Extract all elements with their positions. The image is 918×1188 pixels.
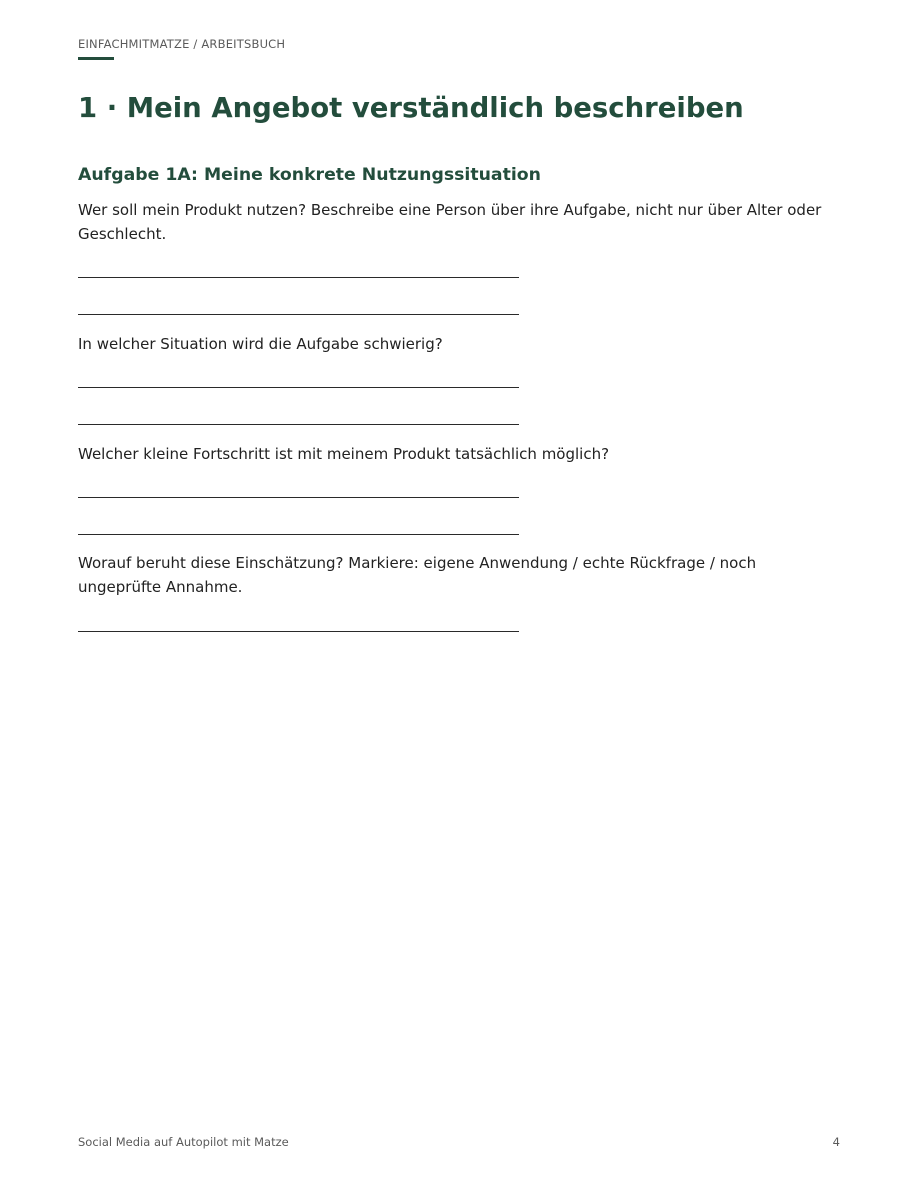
page-title: 1 · Mein Angebot verständlich beschreiben [78,92,744,124]
question-4: Worauf beruht diese Einschätzung? Markiere: eigene Anwendung / echte Rückfrage / noch ungeprüfte Annahme. [78,554,757,596]
answer-line-3a[interactable] [78,497,519,498]
answer-line-2a[interactable] [78,387,519,388]
answer-line-4a[interactable] [78,631,519,632]
header-accent-rule [78,57,114,60]
question-2: In welcher Situation wird die Aufgabe schwierig? [78,335,443,353]
question-1: Wer soll mein Produkt nutzen? Beschreibe eine Person über ihre Aufgabe, nicht nur über Alter oder Geschlecht. [78,201,822,243]
footer-title: Social Media auf Autopilot mit Matze [78,1135,289,1149]
task-heading: Aufgabe 1A: Meine konkrete Nutzungssituation [78,165,541,185]
answer-line-3b[interactable] [78,534,519,535]
page-number: 4 [832,1135,840,1149]
answer-line-1b[interactable] [78,314,519,315]
answer-line-1a[interactable] [78,277,519,278]
question-3: Welcher kleine Fortschritt ist mit meinem Produkt tatsächlich möglich? [78,445,610,463]
answer-line-2b[interactable] [78,424,519,425]
running-header: EINFACHMITMATZE / ARBEITSBUCH [78,37,286,51]
worksheet-page [78,0,840,1188]
